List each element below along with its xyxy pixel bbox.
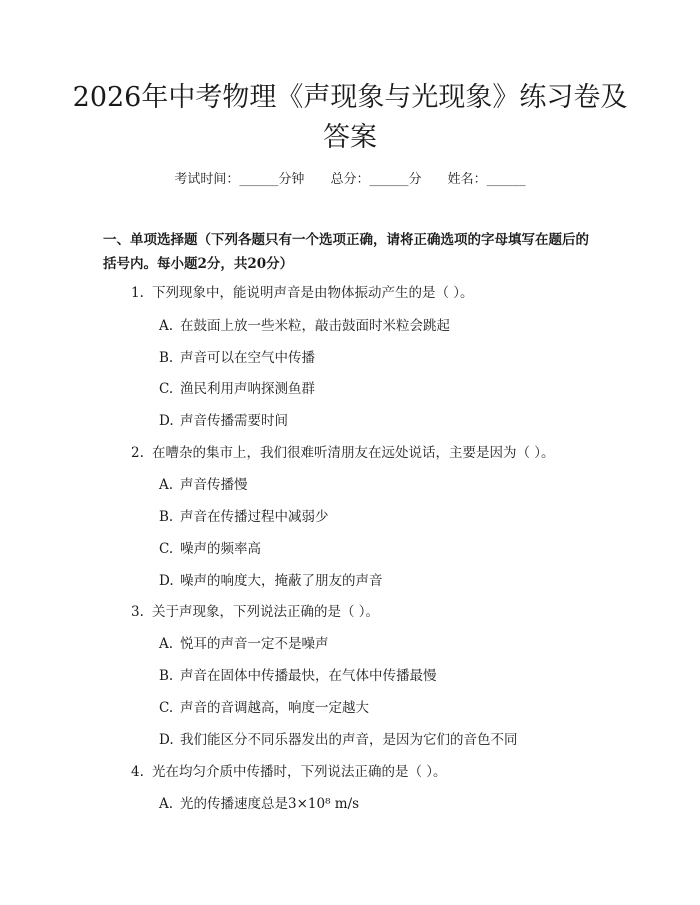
- question-4: [131, 760, 447, 780]
- option-letter: A.: [159, 477, 174, 493]
- option-letter: D.: [159, 732, 174, 748]
- option-letter: A.: [159, 796, 174, 812]
- question-text: 关于声现象，下列说法正确的是（ ）。: [152, 604, 380, 620]
- question-3-option-c: [159, 696, 369, 716]
- question-text: 下列现象中，能说明声音是由物体振动产生的是（ ）。: [152, 285, 474, 301]
- option-letter: D.: [159, 413, 174, 429]
- section-heading: 一、单项选择题（下列各题只有一个选项正确，请将正确选项的字母填写在题后的括号内。每小题2分，共20分）: [103, 232, 589, 272]
- option-letter: C.: [159, 541, 174, 557]
- question-3: [131, 600, 379, 620]
- question-3-option-b: [159, 664, 437, 684]
- question-1: [131, 281, 474, 301]
- total-score-field: 总分：______分: [330, 172, 422, 187]
- question-2-option-c: [159, 537, 261, 557]
- option-text: 声音传播需要时间: [180, 413, 288, 429]
- option-text: 声音可以在空气中传播: [180, 350, 315, 366]
- option-text: 渔民利用声呐探测鱼群: [180, 381, 315, 397]
- question-1-option-a: [159, 314, 450, 334]
- option-text: 光的传播速度总是3×10⁸ m/s: [180, 796, 360, 812]
- option-letter: B.: [159, 509, 174, 525]
- question-number: 1.: [131, 285, 144, 301]
- option-text: 声音在固体中传播最快，在气体中传播最慢: [180, 668, 437, 684]
- option-letter: B.: [159, 350, 174, 366]
- question-1-option-c: [159, 377, 315, 397]
- option-text: 我们能区分不同乐器发出的声音，是因为它们的音色不同: [180, 732, 518, 748]
- question-4-option-a: [159, 792, 359, 812]
- question-text: 在嘈杂的集市上，我们很难听清朋友在远处说话，主要是因为（ ）。: [152, 445, 555, 461]
- question-number: 3.: [131, 604, 144, 620]
- question-2-option-b: [159, 505, 329, 525]
- page-title: 2026年中考物理《声现象与光现象》练习卷及答案: [72, 82, 628, 153]
- exam-info-line: [0, 168, 700, 187]
- question-1-option-b: [159, 346, 315, 366]
- question-2-option-d: [159, 569, 383, 589]
- option-text: 在鼓面上放一些米粒，敲击鼓面时米粒会跳起: [180, 318, 450, 334]
- question-1-option-d: [159, 409, 288, 429]
- option-letter: A.: [159, 318, 174, 334]
- option-text: 声音在传播过程中减弱少: [180, 509, 329, 525]
- question-number: 4.: [131, 764, 144, 780]
- question-3-option-a: [159, 632, 329, 652]
- question-2-option-a: [159, 473, 248, 493]
- option-text: 噪声的响度大，掩蔽了朋友的声音: [180, 573, 383, 589]
- exam-time-field: 考试时间：______分钟: [174, 172, 305, 187]
- question-3-option-d: [159, 728, 518, 748]
- option-letter: D.: [159, 573, 174, 589]
- option-text: 声音传播慢: [180, 477, 248, 493]
- option-letter: C.: [159, 700, 174, 716]
- student-name-field: 姓名：______: [447, 172, 526, 187]
- option-text: 噪声的频率高: [180, 541, 261, 557]
- option-letter: C.: [159, 381, 174, 397]
- option-letter: A.: [159, 636, 174, 652]
- question-text: 光在均匀介质中传播时，下列说法正确的是（ ）。: [152, 764, 447, 780]
- option-text: 声音的音调越高，响度一定越大: [180, 700, 369, 716]
- question-2: [131, 441, 555, 461]
- option-text: 悦耳的声音一定不是噪声: [180, 636, 329, 652]
- question-number: 2.: [131, 445, 144, 461]
- option-letter: B.: [159, 668, 174, 684]
